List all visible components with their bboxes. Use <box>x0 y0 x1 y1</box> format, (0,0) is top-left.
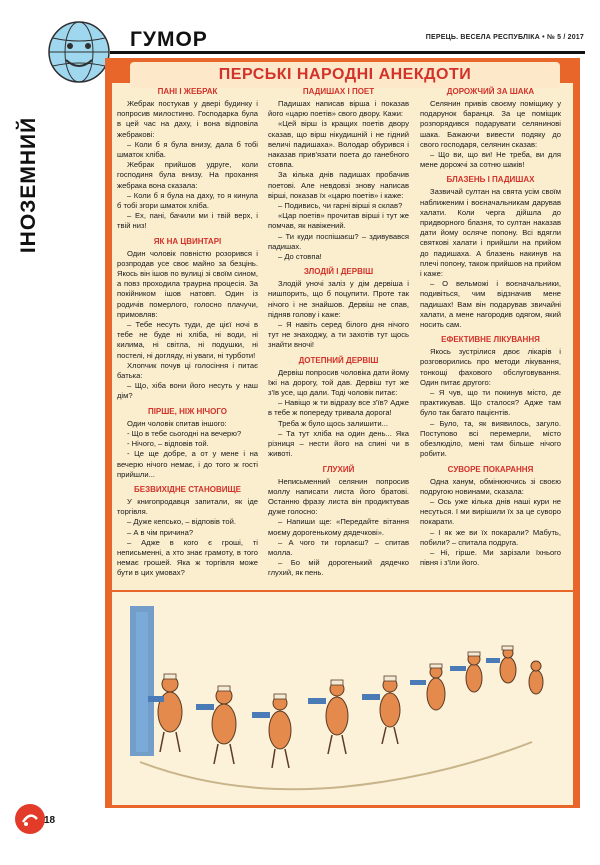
joke-text: Одна ханум, обмінюючись зі своєю подругою новинами, сказала: <box>420 476 561 496</box>
joke-text: – Коли б я була внизу, дала б тобі шматок хліба. <box>117 139 258 160</box>
joke-text: - Що в тебе сьогодні на вечерю? <box>127 428 242 438</box>
joke-title: ЕФЕКТИВНЕ ЛІКУВАННЯ <box>441 335 540 345</box>
joke-text: Один чоловік повністю розорився і розпродав усе своє майно за безцінь. Якось він ішов по вулиці зі своїм сином, а повз проходила траурна процесія. За покійником ішов натовп. Один із родичів померлого, голосно плачучи, примовляв: <box>117 248 258 319</box>
joke-title: СУВОРЕ ПОКАРАННЯ <box>447 464 534 474</box>
joke-text: – Ти куди поспішаєш? – здивувався падишах. <box>268 231 409 251</box>
joke-text: «Цар поетів» прочитав вірші і тут же помчав, як навіжений. <box>268 211 409 231</box>
joke-text: Жебрак постукав у двері будинку і попросив милостиню. Господарка була в цей час на даху, і вона відповіла жебракові: <box>117 99 258 139</box>
painters-cartoon-icon <box>112 592 573 805</box>
joke-title: ДОТЕПНИЙ ДЕРВІШ <box>298 355 379 365</box>
section-title: ГУМОР <box>130 28 208 51</box>
joke-text: Зазвичай султан на свята усім своїм наближеним і воєначальникам дарував халати. Коли черга дійшла до придворного блазня, то султан наказав дати йому осляче попону. Всі вдягли святкові халати і прийшли на прийом до падишаха. А блазень накинув на плечі попону, також прийшов на прийом і каже: <box>420 187 561 279</box>
joke-text: - Нічого, – відповів той. <box>127 439 209 449</box>
joke-text: – До стовпа! <box>278 252 322 262</box>
column-3 <box>420 86 561 568</box>
issue-line: ПЕРЕЦЬ. ВЕСЕЛА РЕСПУБЛІКА • № 5 / 2017 <box>425 34 584 41</box>
joke-title: ЗЛОДІЙ І ДЕРВІШ <box>303 267 374 277</box>
joke-title: ПАДИШАХ І ПОЕТ <box>302 87 375 96</box>
joke-text: Якось зустрілися двоє лікарів і розговорились про методи лікування, тонкощі фахового обслуговування. Один питає другого: <box>420 347 561 387</box>
joke-text: – Напиши ще: «Передайте вітання моєму дорогенькому дядечкові». <box>268 517 409 537</box>
side-label: ІНОЗЕМНИЙ <box>17 116 40 254</box>
joke-title: БЛАЗЕНЬ І ПАДИШАХ <box>446 175 535 185</box>
joke-text: – Подивись, чи гарні вірші я склав? <box>278 201 403 211</box>
globe-logo-icon <box>44 18 114 86</box>
joke-text: – Та тут хліба на один день... Яка різниця – нести його на спині чи в животі. <box>268 428 409 459</box>
page-number: 18 <box>44 815 56 826</box>
joke-title: ЯК НА ЦВИНТАРІ <box>153 236 222 246</box>
section-rule <box>110 51 585 54</box>
cartoon-illustration <box>112 592 573 805</box>
joke-text: Дервіш попросив чоловіка дати йому їжі на дорогу, той дав. Дервіш тут же з'їв усе, що дали. Тоді чоловік питає: <box>268 367 409 398</box>
joke-text: Падишах написав вірша і показав його «царю поетів» свого двору. Кажи: <box>268 99 409 119</box>
joke-text: – А чого ти горлаєш? – спитав молла. <box>268 537 409 557</box>
joke-text: Неписьменний селянин попросив моллу написати листа його братові. Останню фразу листа він продиктував дуже голосно: <box>268 476 409 517</box>
joke-text: – Навіщо ж ти відразу все з'їв? Адже в тебе ж попереду тривала дорога! <box>268 398 409 418</box>
joke-text: - Це ще добре, а от у мене і на вечерю нічого немає, і до того ж гості прийшли... <box>117 449 258 479</box>
joke-text: «Цей вірш із кращих поетів двору сказав, що вірш нікудишній і не гідний величі падишаха». Володар обурився і наказав прив'язати поета до ганебного стовпа. <box>268 119 409 170</box>
joke-text: За кілька днів падишах пробачив поетові. Але невдовзі знову написав вірші, показав їх «царю поетів» і каже: <box>268 170 409 200</box>
joke-text: – Було, та, як виявилось, загуло. Поступово всі перемерли, місто обезлюділо, мені там більше нічого робити. <box>420 418 561 459</box>
pepper-logo-icon <box>14 803 46 835</box>
joke-text: – Адже в кого є гроші, ті неписьменні, а хто знає грамоту, в того немає грошей. Яка ж торгівля може бути в цих умовах? <box>117 537 258 578</box>
joke-text: – Коли б я була на даху, то я кинула б тобі згори шматок хліба. <box>117 190 258 211</box>
joke-text: – Що ви, що ви! Не треба, ви для мене дорожчі за сотню шаків! <box>420 150 561 170</box>
joke-text: Злодій уночі заліз у дім дервіша і нишпорить, що б поцупити. Проте так нічого і не знайшов. Дервіш не спав, підняв голову і каже: <box>268 279 409 319</box>
joke-text: У книгопродавця запитали, як іде торгівля. <box>117 496 258 517</box>
column-2 <box>268 86 409 579</box>
joke-text: Треба ж було щось залишити... <box>278 418 388 428</box>
joke-text: – Я чув, що ти покинув місто, де практикував. Що сталося? Адже там було так багато пацієнтів. <box>420 388 561 418</box>
joke-text: – Що, хіба вони його несуть у наш дім? <box>117 381 258 401</box>
joke-title: ПІРШЕ, НІЖ НІЧОГО <box>147 406 228 416</box>
page-headline: ПЕРСЬКІ НАРОДНІ АНЕКДОТИ <box>130 62 560 88</box>
joke-text: Селянин привів своєму поміщику у подарунок баранця. За це поміщик розпорядився подарувати селянинові шака. Бажаючи вивести подяку до свого господаря, селянин сказав: <box>420 99 561 149</box>
joke-title: ПАНІ І ЖЕБРАК <box>157 87 218 96</box>
joke-text: – Ні, гірше. Ми зарізали їхнього півня і з'їли його. <box>420 547 561 568</box>
joke-text: – Бо мій дорогенький дядечко глухий, як пень. <box>268 558 409 578</box>
joke-title: ГЛУХИЙ <box>322 464 355 474</box>
joke-text: – Тебе несуть туди, де цієї ночі в тебе не буде ні хліба, ні води, ні килима, ні світла, ні подушки, ні постелі, ні догляду, ні уваги, ні турботи! <box>117 320 258 360</box>
joke-text: – І як же ви їх покарали? Мабуть, побили? – спитала подруга. <box>420 527 561 547</box>
joke-text: Один чоловік спитав іншого: <box>127 418 227 428</box>
column-1 <box>117 86 258 579</box>
joke-text: – А в чім причина? <box>127 527 194 537</box>
joke-text: Жебрак прийшов удруге, коли господиня була внизу. На прохання жебрака вона сказала: <box>117 160 258 190</box>
joke-title: ДОРОЖЧИЙ ЗА ШАКА <box>446 87 535 96</box>
joke-text: – Я навіть серед білого дня нічого тут не знаходжу, а ти захотів тут щось знайти вночі! <box>268 320 409 350</box>
joke-text: – О вельможі і воєначальники, подивіться, чим відзначив мене падишах! Вам він подарував звичайні халати, а мене нагородив одягом, який носить сам. <box>420 279 561 330</box>
joke-text: – Ось уже кілька днів наші кури не несуться. І ми вирішили їх за це суворо покарати. <box>420 496 561 527</box>
joke-text: – Ех, пані, бачили ми і твій верх, і твій низ! <box>117 211 258 231</box>
joke-text: Хлопчик почув ці голосіння і питає батька: <box>117 360 258 381</box>
joke-text: – Дуже кепсько, – відповів той. <box>127 517 236 527</box>
joke-title: БЕЗВИХІДНЕ СТАНОВИЩЕ <box>134 484 241 494</box>
